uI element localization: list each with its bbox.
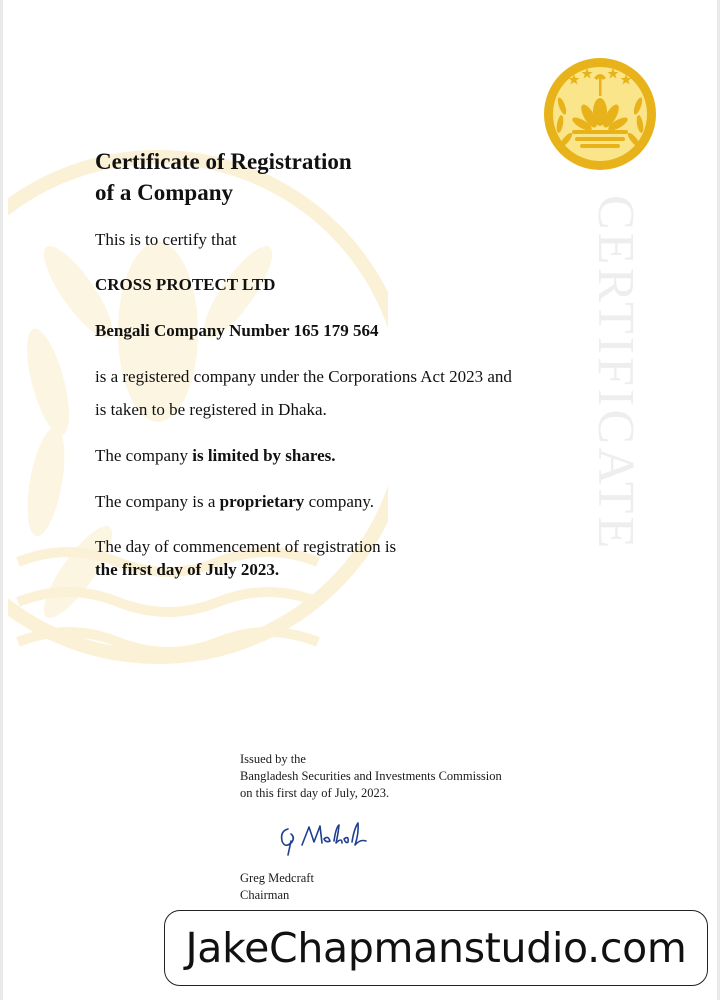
title-line-1: Certificate of Registration — [95, 149, 352, 174]
issuer-block — [240, 751, 502, 802]
type-suffix: company. — [304, 492, 375, 511]
company-type-statement — [95, 491, 374, 512]
national-emblem-icon — [542, 56, 658, 172]
limited-by-shares-statement — [95, 445, 336, 466]
registration-statement-line-1: is a registered company under the Corporations Act 2023 and — [95, 367, 512, 386]
website-text: JakeChapmanstudio.com — [185, 924, 687, 972]
signature-icon — [276, 815, 372, 857]
type-bold: proprietary — [219, 492, 305, 511]
issued-by: Issued by the — [240, 752, 306, 766]
certify-intro: This is to certify that — [95, 230, 237, 249]
certificate-title — [95, 146, 352, 208]
issued-on: on this first day of July, 2023. — [240, 786, 390, 800]
title-line-2: of a Company — [95, 180, 234, 205]
type-prefix: The company is a — [95, 492, 220, 511]
page-edge-left — [0, 0, 3, 1000]
commencement-date: the first day of July 2023. — [95, 560, 280, 579]
signatory-block — [240, 870, 314, 904]
registration-statement-line-2: is taken to be registered in Dhaka. — [95, 400, 327, 419]
commencement-line: The day of commencement of registration is — [95, 537, 397, 556]
company-number: Bengali Company Number 165 179 564 — [95, 321, 379, 340]
issuer-commission: Bangladesh Securities and Investments Commission — [240, 769, 502, 783]
limited-prefix: The company — [95, 446, 193, 465]
website-watermark-banner — [164, 910, 708, 986]
signatory-role: Chairman — [240, 888, 290, 902]
signatory-name: Greg Medcraft — [240, 871, 314, 885]
company-name: CROSS PROTECT LTD — [95, 275, 276, 294]
certificate-watermark-text: CERTIFICATE — [587, 195, 644, 552]
limited-bold: is limited by shares. — [192, 446, 336, 465]
